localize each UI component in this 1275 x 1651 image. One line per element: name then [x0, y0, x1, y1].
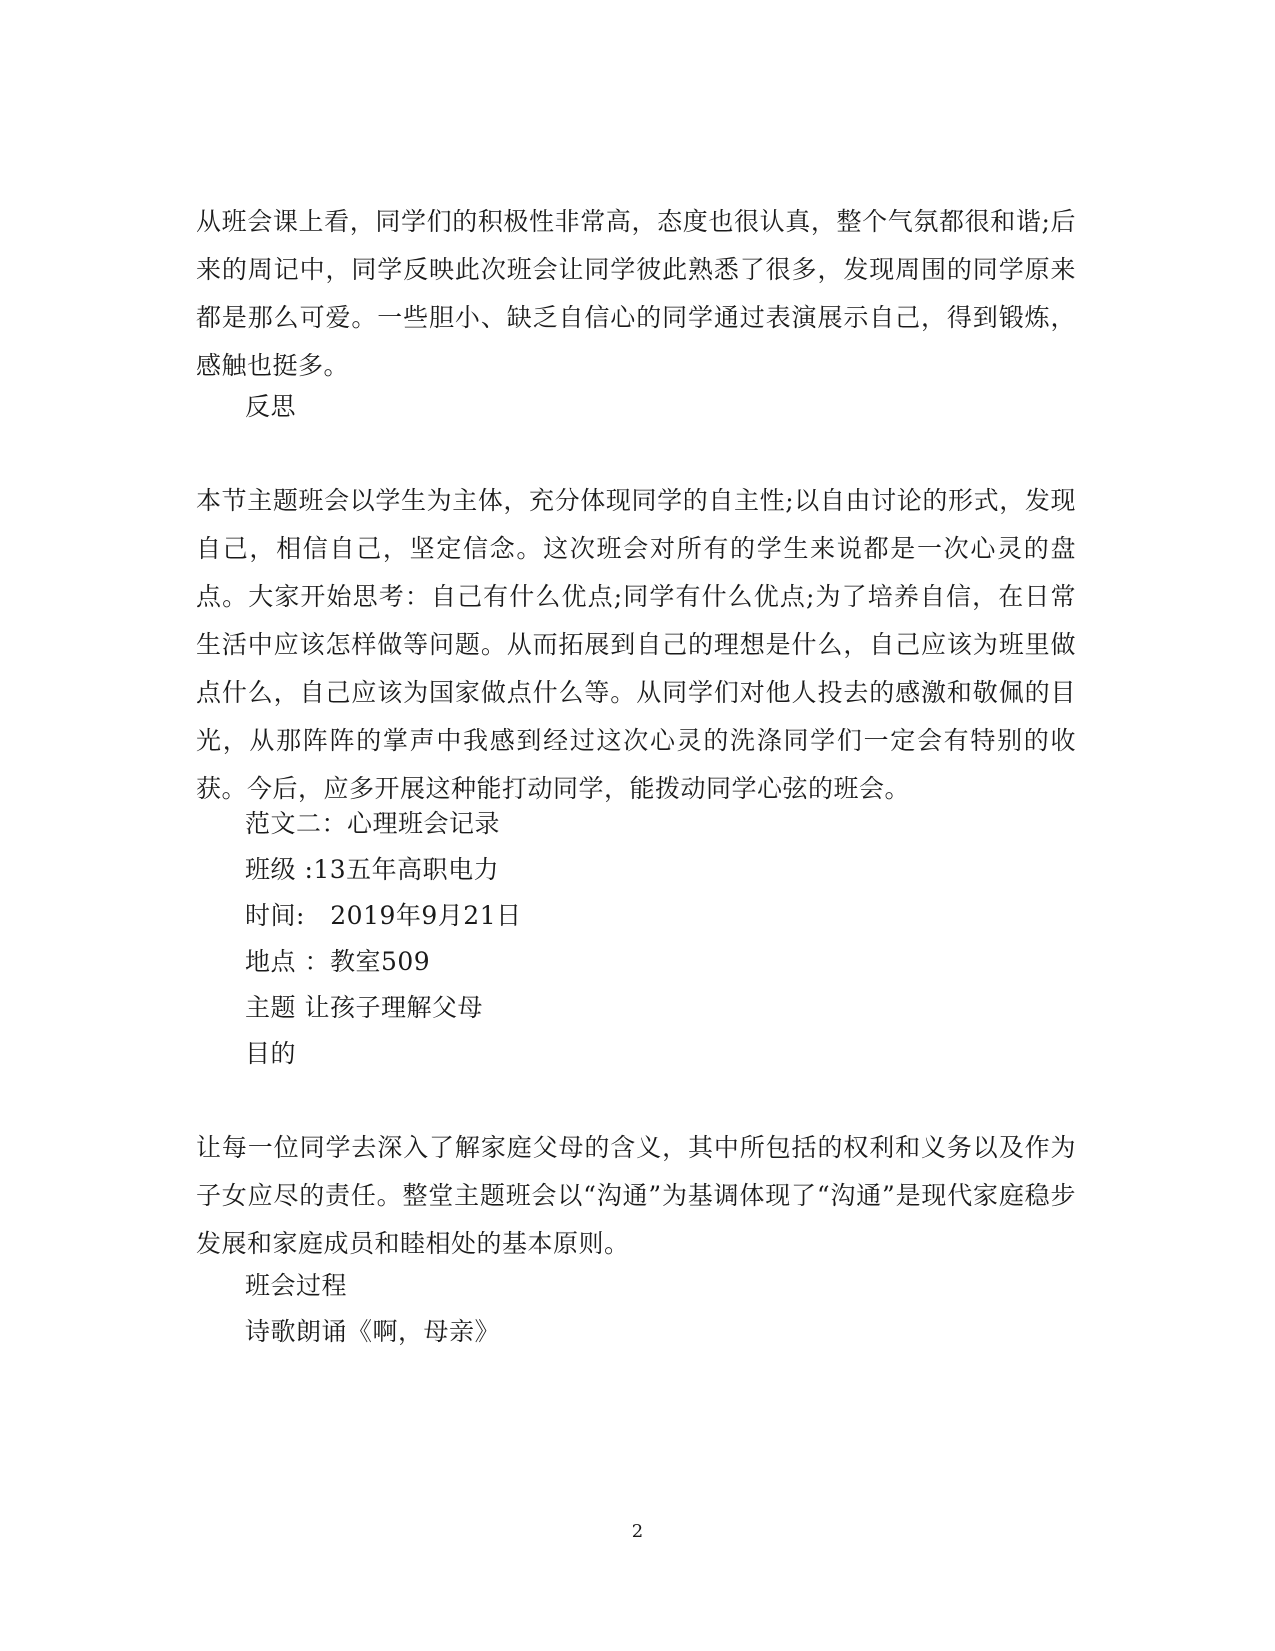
- paragraph-purpose-body: 让每一位同学去深入了解家庭父母的含义，其中所包括的权利和义务以及作为子女应尽的责任。整堂主题班会以“沟通”为基调体现了“沟通”是现代家庭稳步发展和家庭成员和睦相处的基本原则。: [196, 1133, 1076, 1258]
- paragraph-class-meeting-observation: 从班会课上看，同学们的积极性非常高，态度也很认真，整个气氛都很和谐;后来的周记中，同学反映此次班会让同学彼此熟悉了很多，发现周围的同学原来都是那么可爱。一些胆小、缺乏自信心的同学通过表演展示自己，得到锻炼，感触也挺多。: [196, 207, 1076, 380]
- class-line: 班级 :13五年高职电力: [245, 855, 500, 884]
- place-line: 地点 ：教室509: [245, 947, 431, 976]
- heading-meeting-process: 班会过程: [245, 1271, 348, 1300]
- paragraph-reflection-body: 本节主题班会以学生为主体，充分体现同学的自主性;以自由讨论的形式，发现自己，相信自己，坚定信念。这次班会对所有的学生来说都是一次心灵的盘点。大家开始思考：自己有什么优点;同学有什么优点;为了培养自信，在日常生活中应该怎样做等问题。从而拓展到自己的理想是什么，自己应该为班里做点什么，自己应该为国家做点什么等。从同学们对他人投去的感激和敬佩的目光，从那阵阵的掌声中我感到经过这次心灵的洗涤同学们一定会有特别的收获。今后，应多开展这种能打动同学，能拨动同学心弦的班会。: [196, 486, 1076, 803]
- heading-sample-two: 范文二：心理班会记录: [245, 809, 501, 838]
- time-line: 时间: 2019年9月21日: [245, 901, 522, 930]
- topic-line: 主题 让孩子理解父母: [245, 993, 483, 1022]
- heading-reflection: 反思: [245, 392, 297, 421]
- page-number: 2: [631, 1521, 644, 1542]
- heading-purpose: 目的: [245, 1039, 297, 1068]
- poem-recital-line: 诗歌朗诵《啊，母亲》: [245, 1317, 501, 1346]
